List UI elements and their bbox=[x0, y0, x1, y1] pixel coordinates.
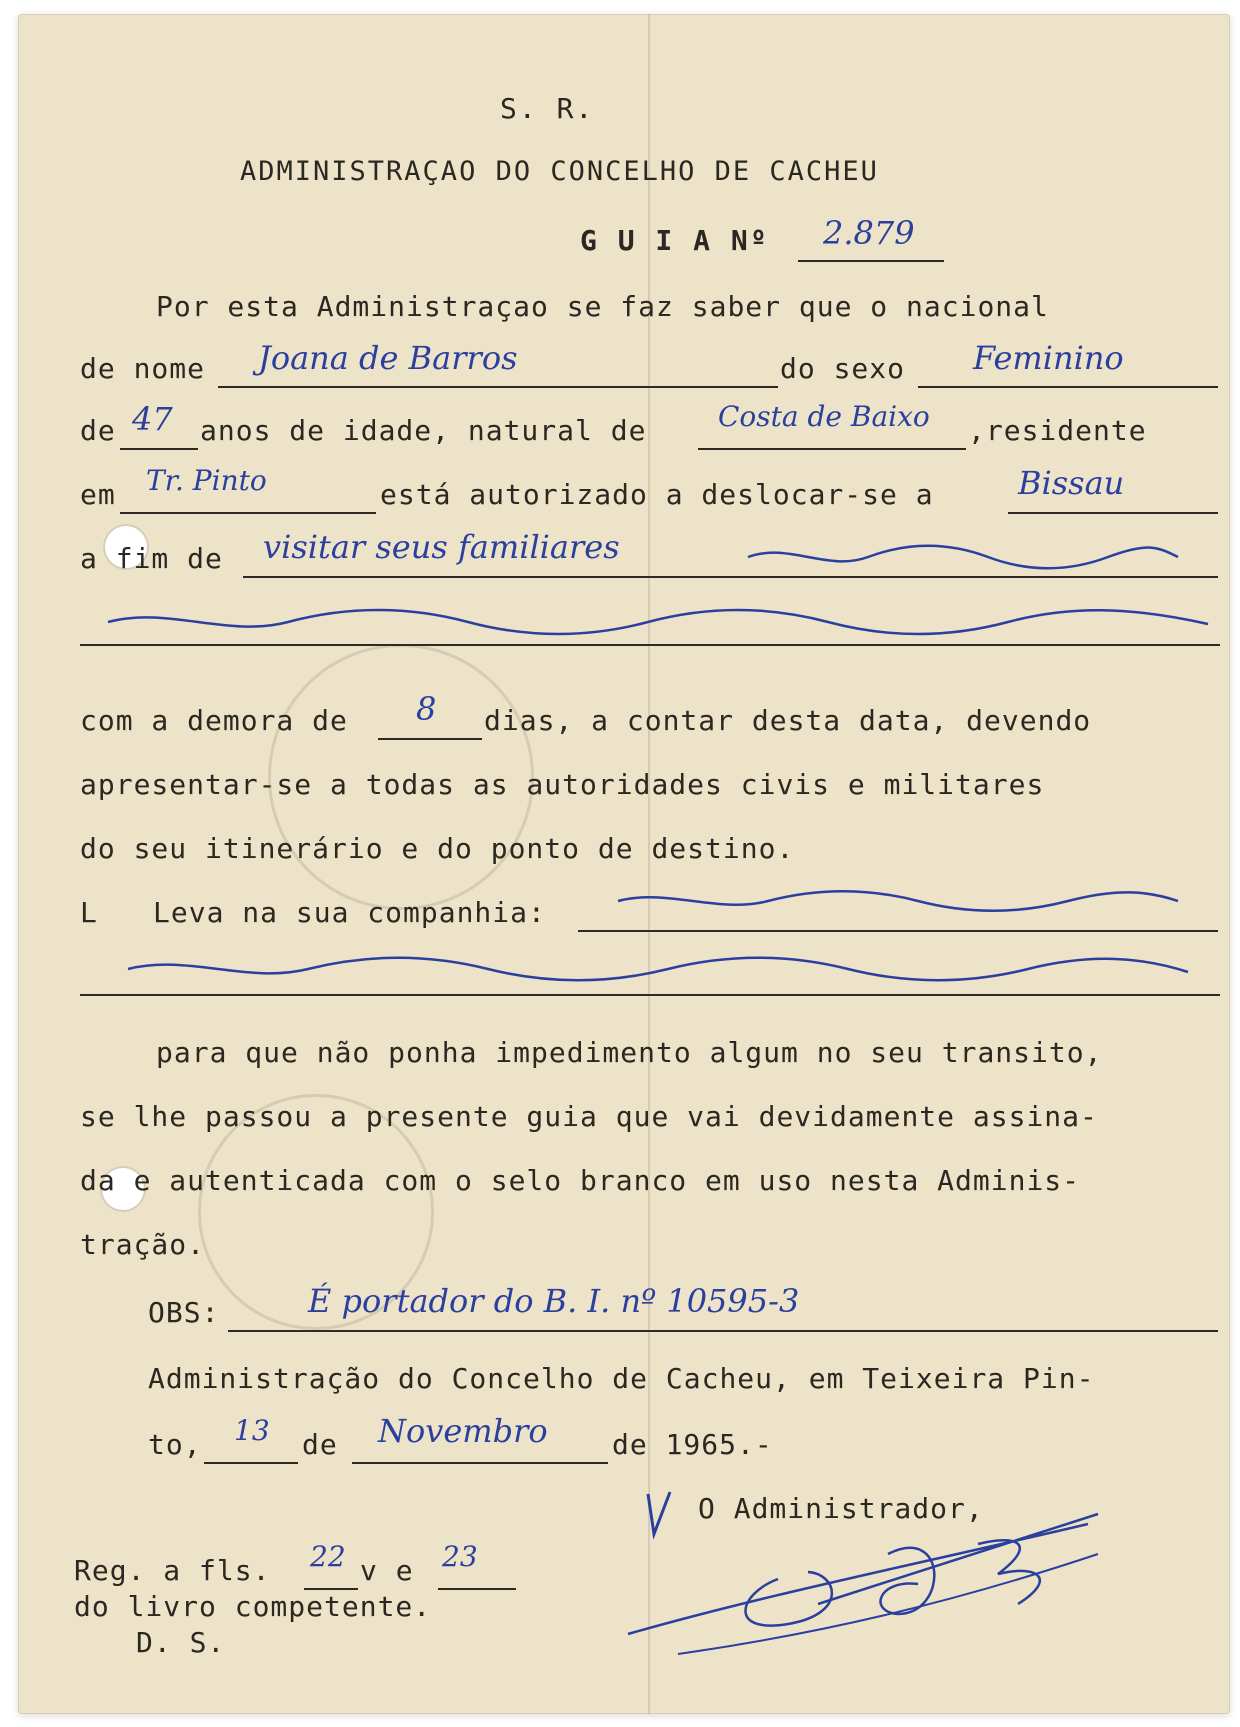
date-month: Novembro bbox=[378, 1412, 548, 1450]
place-line: Administração do Concelho de Cacheu, em Teixeira Pin- bbox=[148, 1362, 1095, 1395]
demora-line bbox=[378, 738, 482, 740]
companhia-line bbox=[578, 930, 1218, 932]
administrator-signature bbox=[618, 1484, 1118, 1664]
afim-label: a fim de bbox=[80, 542, 223, 575]
para-line-4: tração. bbox=[80, 1228, 206, 1261]
date-day-line bbox=[204, 1462, 298, 1464]
reg-fls: 22 bbox=[310, 1540, 346, 1573]
livro-line: do livro competente. bbox=[74, 1590, 432, 1623]
ds-line: D. S. bbox=[136, 1626, 226, 1659]
administrador-label: O Administrador, bbox=[698, 1492, 984, 1525]
fill-scribble-3 bbox=[618, 886, 1178, 916]
demora-suffix: dias, a contar desta data, devendo bbox=[484, 704, 1092, 737]
fill-scribble-1 bbox=[748, 542, 1178, 572]
destino-value: Bissau bbox=[1018, 464, 1125, 502]
document-page bbox=[18, 14, 1230, 1714]
afim-line bbox=[243, 576, 1218, 578]
header-office: ADMINISTRAÇAO DO CONCELHO DE CACHEU bbox=[240, 156, 879, 187]
natural-line bbox=[698, 448, 966, 450]
demora-prefix: com a demora de bbox=[80, 704, 348, 737]
intro-line: Por esta Administraçao se faz saber que o nacional bbox=[156, 290, 1049, 323]
sex-label: do sexo bbox=[780, 352, 906, 385]
itinerario-line: do seu itinerário e do ponto de destino. bbox=[80, 832, 795, 865]
guia-number: 2.879 bbox=[823, 214, 915, 252]
date-prefix: to, bbox=[148, 1428, 202, 1461]
name-line bbox=[218, 386, 778, 388]
apresentar-line: apresentar-se a todas as autoridades civis e militares bbox=[80, 768, 1045, 801]
em-line bbox=[120, 512, 376, 514]
header-s-r: S. R. bbox=[500, 92, 595, 125]
date-de: de bbox=[302, 1428, 338, 1461]
date-day: 13 bbox=[234, 1414, 270, 1447]
blank-line-1 bbox=[80, 644, 1220, 646]
age-line bbox=[120, 448, 198, 450]
age-suffix: anos de idade, natural de bbox=[200, 414, 647, 447]
guia-label: G U I A Nº bbox=[580, 224, 769, 257]
sex-line bbox=[918, 386, 1218, 388]
residente-label: ,residente bbox=[968, 414, 1147, 447]
demora-value: 8 bbox=[416, 690, 437, 728]
name-label: de nome bbox=[80, 352, 206, 385]
em-label: em bbox=[80, 478, 116, 511]
fill-scribble-4 bbox=[128, 952, 1188, 986]
age-value: 47 bbox=[132, 400, 173, 438]
blank-line-2 bbox=[80, 994, 1220, 996]
age-prefix: de bbox=[80, 414, 116, 447]
destino-line bbox=[1008, 512, 1218, 514]
reg-fls2: 23 bbox=[442, 1540, 478, 1573]
para-line-3: da e autenticada com o selo branco em uso nesta Adminis- bbox=[80, 1164, 1081, 1197]
fill-scribble-2 bbox=[108, 604, 1208, 640]
guia-number-line bbox=[798, 260, 944, 262]
reg-prefix: Reg. a fls. bbox=[74, 1554, 271, 1587]
autorizado-label: está autorizado a deslocar-se a bbox=[380, 478, 934, 511]
leva-label: Leva na sua companhia: bbox=[153, 896, 546, 929]
para-line-1: para que não ponha impedimento algum no seu transito, bbox=[156, 1036, 1103, 1069]
para-line-2: se lhe passou a presente guia que vai devidamente assina- bbox=[80, 1100, 1098, 1133]
reg-v: v e bbox=[360, 1554, 414, 1587]
afim-value: visitar seus familiares bbox=[263, 528, 620, 566]
date-year: de 1965.- bbox=[612, 1428, 773, 1461]
leva-l: L bbox=[80, 896, 98, 929]
name-value: Joana de Barros bbox=[258, 339, 518, 377]
date-month-line bbox=[352, 1462, 608, 1464]
natural-value: Costa de Baixo bbox=[718, 400, 930, 433]
em-value: Tr. Pinto bbox=[146, 464, 267, 497]
reg-fls2-line bbox=[438, 1588, 516, 1590]
sex-value: Feminino bbox=[973, 339, 1124, 377]
obs-line bbox=[228, 1330, 1218, 1332]
obs-label: OBS: bbox=[148, 1296, 220, 1329]
obs-value: É portador do B. I. nº 10595-3 bbox=[308, 1282, 800, 1320]
